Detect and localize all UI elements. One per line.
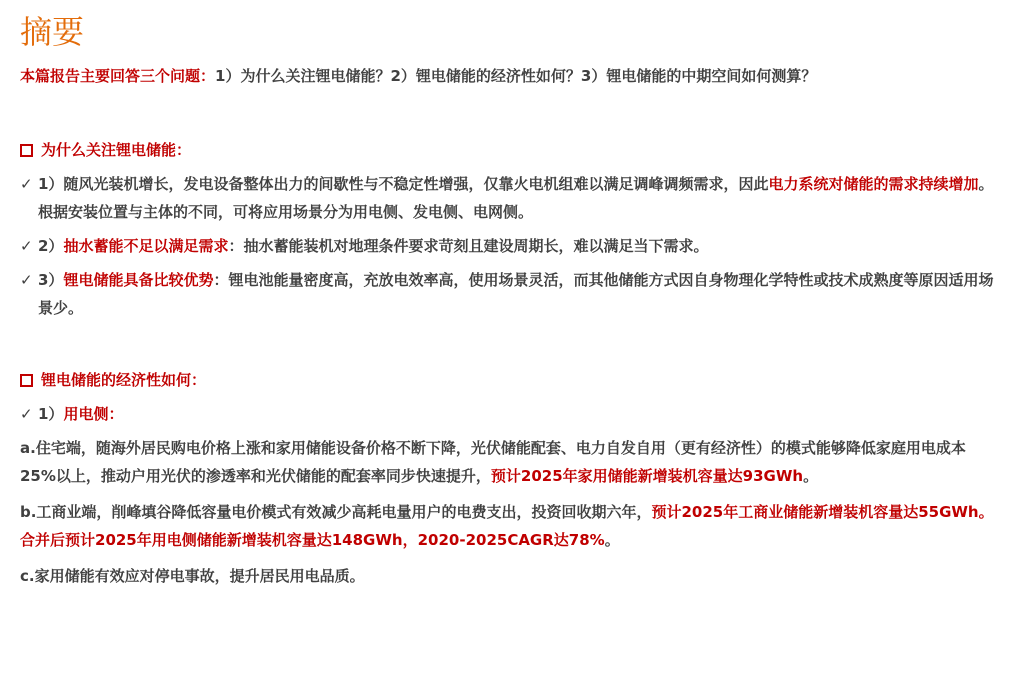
paragraph-end: 。 bbox=[604, 531, 620, 549]
checkmark-icon: ✓ bbox=[20, 405, 33, 423]
bullet-prefix: 1） bbox=[38, 405, 64, 423]
paragraph-text: b.工商业端，削峰填谷降低容量电价模式有效减少高耗电量用户的电费支出，投资回收期六年， bbox=[20, 503, 652, 521]
paragraph-text: c.家用储能有效应对停电事故，提升居民用电品质。 bbox=[20, 567, 365, 585]
bullet-prefix: 1）随风光装机增长，发电设备整体出力的间歇性与不稳定性增强，仅靠火电机组难以满足调峰调频需求，因此 bbox=[38, 175, 769, 193]
paragraph-highlight: 预计2025年工商业储能新增装机容量达55GWh。合并后预计2025年用电侧储能新增装机容量达148GWh，2020-2025CAGR达78% bbox=[20, 503, 994, 549]
intro-line bbox=[20, 62, 1000, 90]
section-spacer bbox=[20, 328, 1000, 366]
page-title: 摘要 bbox=[20, 13, 85, 51]
checkmark-icon: ✓ bbox=[20, 175, 33, 193]
bullet-text bbox=[38, 266, 1000, 322]
section-heading-label: 锂电储能的经济性如何： bbox=[41, 371, 207, 389]
bullet-item bbox=[20, 170, 1000, 226]
bullet-highlight: 用电侧： bbox=[63, 405, 124, 423]
checkmark-icon: ✓ bbox=[20, 271, 33, 289]
bullet-item bbox=[20, 400, 1000, 428]
bullet-highlight: 抽水蓄能不足以满足需求 bbox=[63, 237, 229, 255]
section-heading-economics bbox=[20, 366, 1000, 394]
intro-lead: 本篇报告主要回答三个问题： bbox=[20, 67, 216, 85]
bullet-suffix: ：锂电池能量密度高，充放电效率高，使用场景灵活，而其他储能方式因自身物理化学特性或技术成熟度等原因适用场景少。 bbox=[38, 271, 994, 317]
paragraph-residential bbox=[20, 434, 1000, 490]
paragraph-text: a.住宅端，随海外居民购电价格上涨和家用储能设备价格不断下降，光伏储能配套、电力自发自用（更有经济性）的模式能够降低家庭用电成本25%以上，推动户用光伏的渗透率和光伏储能的配套率同步快速提升， bbox=[20, 439, 966, 485]
paragraph-commercial bbox=[20, 498, 1000, 554]
bullet-text bbox=[38, 170, 1000, 226]
bullet-text bbox=[38, 400, 1000, 428]
intro-questions: 1）为什么关注锂电储能？2）锂电储能的经济性如何？3）锂电储能的中期空间如何测算？ bbox=[215, 67, 817, 85]
bullet-suffix: ：抽水蓄能装机对地理条件要求苛刻且建设周期长，难以满足当下需求。 bbox=[228, 237, 709, 255]
bullet-text bbox=[38, 232, 1000, 260]
paragraph-end: 。 bbox=[803, 467, 819, 485]
bullet-prefix: 2） bbox=[38, 237, 64, 255]
section-heading-label: 为什么关注锂电储能： bbox=[41, 141, 192, 159]
bullet-item bbox=[20, 232, 1000, 260]
paragraph-household bbox=[20, 562, 1000, 590]
bullet-prefix: 3） bbox=[38, 271, 64, 289]
paragraph-highlight: 预计2025年家用储能新增装机容量达93GWh bbox=[490, 467, 804, 485]
bullet-highlight: 电力系统对储能的需求持续增加 bbox=[768, 175, 979, 193]
square-bullet-icon bbox=[20, 144, 33, 157]
section-heading-why bbox=[20, 136, 1000, 164]
bullet-item bbox=[20, 266, 1000, 322]
bullet-suffix: 。根据安装位置与主体的不同，可将应用场景分为用电侧、发电侧、电网侧。 bbox=[38, 175, 994, 221]
square-bullet-icon bbox=[20, 374, 33, 387]
bullet-highlight: 锂电储能具备比较优势 bbox=[63, 271, 214, 289]
checkmark-icon: ✓ bbox=[20, 237, 33, 255]
